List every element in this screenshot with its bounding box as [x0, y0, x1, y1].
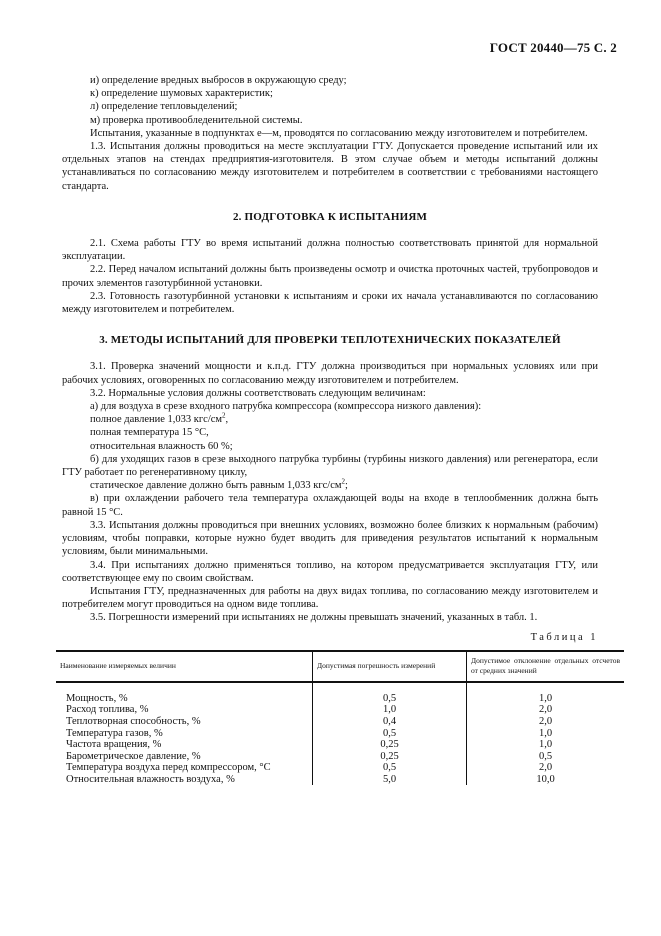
cell-error: 0,25: [313, 739, 467, 751]
cell-error: 0,4: [313, 716, 467, 728]
cell-deviation: 0,5: [467, 751, 625, 763]
paragraph-3-2-b: б) для уходящих газов в срезе выходного патрубка турбины (турбины низкого давления) или регенератора, если ГТУ работает по регенеративному циклу,: [62, 453, 598, 479]
paragraph-3-5: 3.5. Погрешности измерений при испытаниях не должны превышать значений, указанных в табл. 1.: [90, 612, 538, 624]
list-item: к) определение шумовых характеристик;: [90, 88, 273, 100]
paragraph-3-1: 3.1. Проверка значений мощности и к.п.д. ГТУ должна производиться при нормальных условиях или при рабочих условиях, оговоренных по согласованию между изготовителем и потребителем.: [62, 361, 598, 386]
table-row: [56, 728, 624, 740]
table-row: [56, 751, 624, 763]
table-row: [56, 774, 624, 786]
cell-name: Относительная влажность воздуха, %: [66, 773, 235, 785]
cell-error: 0,25: [313, 751, 467, 763]
cell-name: Частота вращения, %: [66, 739, 162, 751]
table-row: [56, 682, 624, 705]
cell-error: 0,5: [313, 762, 467, 774]
paragraph-3-2-c: в) при охлаждении рабочего тела температура охлаждающей воды на входе в теплообменник должна быть равной 15 °С.: [62, 493, 598, 518]
paragraph-tests-agreement: Испытания, указанные в подпунктах е—м, проводятся по согласованию между изготовителем и потребителем.: [90, 127, 588, 139]
cell-deviation: 1,0: [467, 739, 625, 751]
cell-deviation: 2,0: [467, 716, 625, 728]
column-header-error: Допустимая погрешность измерений: [313, 651, 467, 682]
cell-name: Теплотворная способность, %: [66, 715, 201, 727]
table-row: [56, 739, 624, 751]
column-header-name: Наименование измеряемых величин: [60, 660, 176, 670]
page-header: ГОСТ 20440—75 С. 2: [489, 40, 617, 55]
cell-name: Температура воздуха перед компрессором, °С: [66, 762, 271, 774]
table-row: [56, 704, 624, 716]
line-humidity: относительная влажность 60 %;: [90, 440, 233, 452]
paragraph-2-2: 2.2. Перед началом испытаний должны быть произведены осмотр и очистка проточных частей, трубопроводов и прочих элементов газотурбинной установки.: [62, 264, 598, 289]
line-pressure: полное давление 1,033 кгс/$см^2$,: [90, 411, 229, 426]
cell-deviation: 1,0: [467, 728, 625, 740]
paragraph-1-3: 1.3. Испытания должны проводиться на месте эксплуатации ГТУ. Допускается проведение испытаний или их отдельных этапов на стендах предприятия-изготовителя. В этом случае объем и методы испытаний должны устанавливаться по согласованию между изготовителем и потребителем в соответствии с требованиями настоящего стандарта.: [62, 141, 598, 192]
measurement-table: [56, 650, 624, 786]
cell-error: 1,0: [313, 704, 467, 716]
column-header-deviation: Допустимое отклонение отдельных отсчетов от средних значений: [467, 651, 625, 682]
cell-deviation: 2,0: [467, 704, 625, 716]
list-item: м) проверка противообледенительной системы.: [90, 114, 303, 126]
list-item: л) определение тепловыделений;: [90, 101, 238, 113]
cell-name: Мощность, %: [66, 692, 128, 704]
table-row: [56, 716, 624, 728]
cell-name: Барометрическое давление, %: [66, 750, 201, 762]
cell-error: 0,5: [313, 682, 467, 705]
cell-name: Расход топлива, %: [66, 704, 149, 716]
table-caption: Таблица 1: [530, 631, 598, 643]
cell-deviation: 10,0: [467, 774, 625, 786]
paragraph-3-3: 3.3. Испытания должны проводиться при внешних условиях, возможно более близких к нормальным (рабочим) условиям, чтобы поправки, которые нужно будет вводить для приведения результатов испытаний к нормальным условиям, были минимальными.: [62, 519, 598, 558]
table-row: [56, 762, 624, 774]
section-2-title: 2. ПОДГОТОВКА К ИСПЫТАНИЯМ: [232, 210, 428, 223]
cell-deviation: 2,0: [467, 762, 625, 774]
paragraph-2-1: 2.1. Схема работы ГТУ во время испытаний должна полностью соответствовать принятой для нормальной эксплуатации.: [62, 238, 598, 263]
paragraph-3-4: 3.4. При испытаниях должно применяться топливо, на котором предусматривается эксплуатация ГТУ, или соответствующее ему по своим свойствам.: [62, 559, 598, 584]
document-body: [60, 74, 620, 785]
paragraph-3-2-a: а) для воздуха в срезе входного патрубка компрессора (компрессора низкого давления):: [90, 401, 482, 413]
section-3-title: 3. МЕТОДЫ ИСПЫТАНИЙ ДЛЯ ПРОВЕРКИ ТЕПЛОТЕХНИЧЕСКИХ ПОКАЗАТЕЛЕЙ: [99, 334, 561, 347]
paragraph-3-2: 3.2. Нормальные условия должны соответствовать следующим величинам:: [90, 387, 426, 399]
cell-name: Температура газов, %: [66, 727, 163, 739]
cell-deviation: 1,0: [467, 682, 625, 705]
paragraph-2-3: 2.3. Готовность газотурбинной установки к испытаниям и сроки их начала устанавливаются по согласованию между изготовителем и потребителем.: [62, 290, 598, 316]
line-static-pressure: статическое давление должно быть равным 1,033 кгс/$см^2$;: [90, 477, 348, 492]
line-temperature: полная температура 15 °С,: [90, 427, 209, 439]
cell-error: 0,5: [313, 728, 467, 740]
list-item: и) определение вредных выбросов в окружающую среду;: [90, 75, 347, 86]
table-header-row: [56, 651, 624, 682]
paragraph-fuel: Испытания ГТУ, предназначенных для работы на двух видах топлива, по согласованию между изготовителем и потребителем могут проводиться на одном виде топлива.: [62, 585, 598, 611]
cell-error: 5,0: [313, 774, 467, 786]
